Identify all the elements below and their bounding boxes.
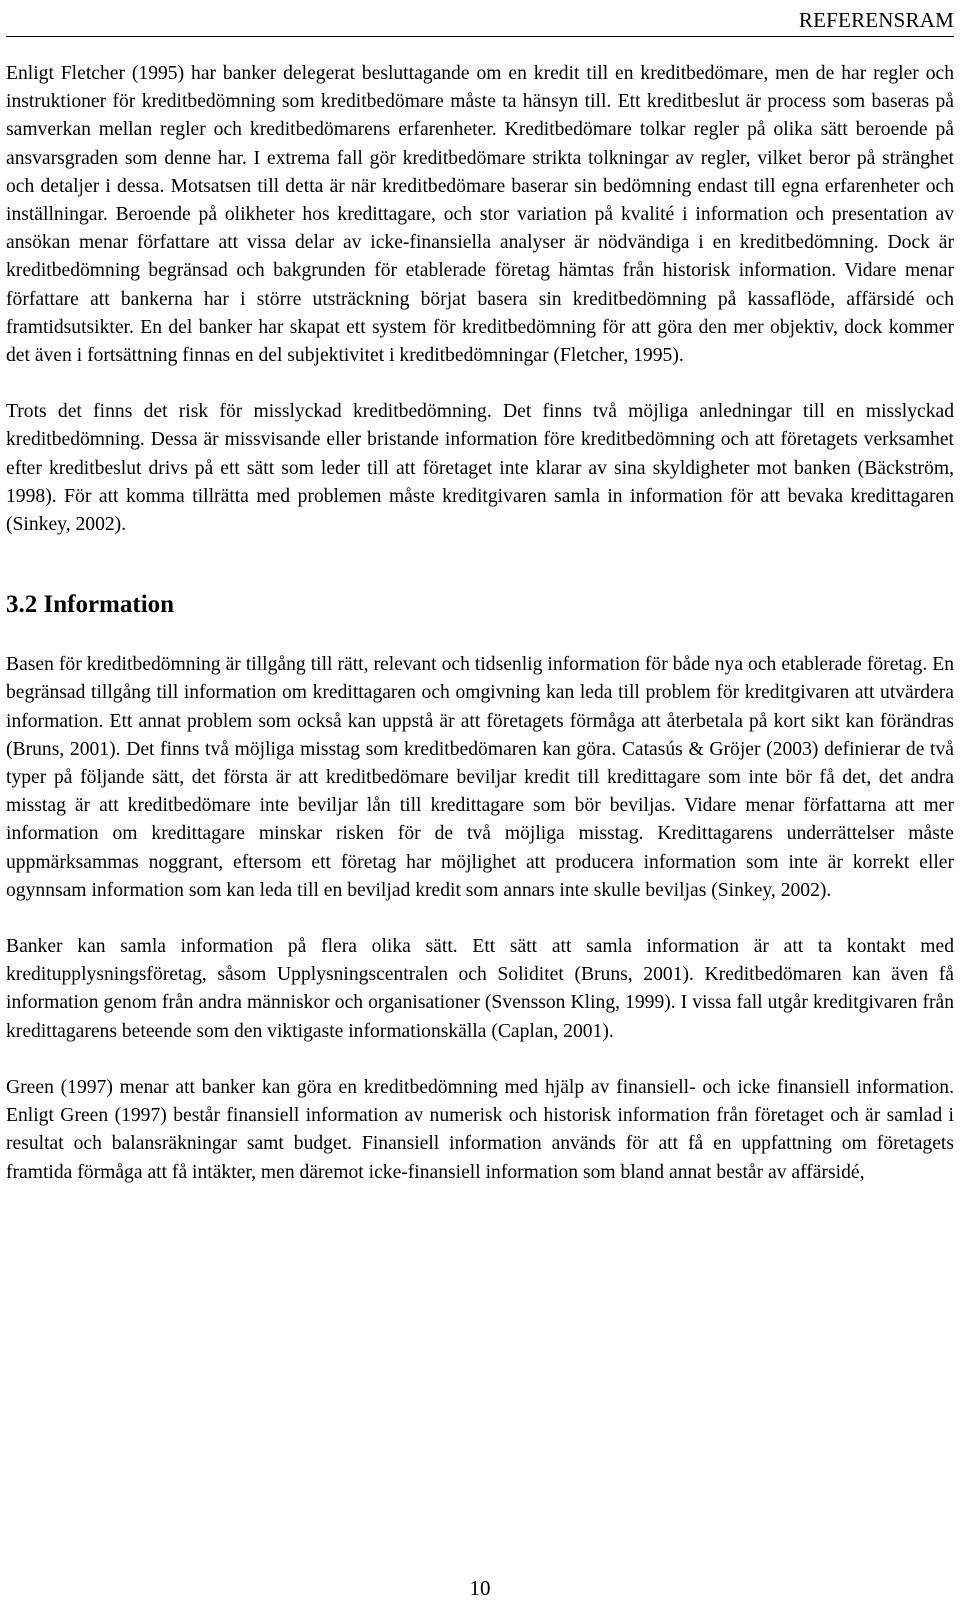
page-content — [6, 60, 954, 1187]
paragraph-information-basis: Basen för kreditbedömning är tillgång till rätt, relevant och tidsenlig information för både nya och etablerade företag. En begränsad tillgång till information om kredittagaren och omgivning kan leda till problem för kreditgivaren att utvärdera information. Ett annat problem som också kan uppstå är att företagets förmåga att återbetala på kort sikt kan förändras (Bruns, 2001). Det finns två möjliga misstag som kreditbedömaren kan göra. Catasús & Gröjer (2003) definierar de två typer på följande sätt, det första är att kreditbedömare beviljar kredit till kredittagare som inte bör få det, det andra misstag är att kreditbedömare inte beviljar lån till kredittagare som bör beviljas. Vidare menar författarna att mer information om kredittagare minskar risken för de två möjliga misstag. Kredittagarens underrättelser måste uppmärksammas noggrant, eftersom ett företag har möjlighet att producera information som inte är korrekt eller ogynnsam information som kan leda till en beviljad kredit som annars inte skulle beviljas (Sinkey, 2002). — [6, 654, 954, 901]
section-heading: 3.2 Information — [6, 591, 175, 619]
paragraph-fletcher: Enligt Fletcher (1995) har banker delegerat besluttagande om en kredit till en kreditbedömare, men de har regler och instruktioner för kreditbedömning som kreditbedömare måste ta hänsyn till. Ett kreditbeslut är process som baseras på samverkan mellan regler och kreditbedömarens erfarenheter. Kreditbedömare tolkar regler på olika sätt beroende på ansvarsgraden som denne har. I extrema fall gör kreditbedömare strikta tolkningar av regler, vilket beror på stränghet och detaljer i dessa. Motsatsen till detta är när kreditbedömare baserar sin bedömning endast till egna erfarenheter och inställningar. Beroende på olikheter hos kredittagare, och stor variation på kvalité i information och presentation av ansökan menar författare att vissa delar av icke-finansiella analyser är nödvändiga i en kreditbedömning. Dock är kreditbedömning begränsad och bakgrunden för etablerade företag hämtas från historisk information. Vidare menar författare att bankerna har i större utsträckning börjat basera sin kreditbedömning på kassaflöde, affärsidé och framtidsutsikter. En del banker har skapat ett system för kreditbedömning för att göra den mer objektiv, dock kommer det även i fortsättning finnas en del subjektivitet i kreditbedömningar (Fletcher, 1995). — [6, 63, 954, 367]
header-rule — [6, 36, 954, 37]
paragraph-samla-information: Banker kan samla information på flera olika sätt. Ett sätt att samla information är att ta kontakt med kreditupplysningsföretag, såsom Upplysningscentralen och Soliditet (Bruns, 2001). Kreditbedömaren kan även få information genom från andra människor och organisationer (Svensson Kling, 1999). I vissa fall utgår kreditgivaren från kredittagarens beteende som den viktigaste informationskälla (Caplan, 2001). — [6, 936, 954, 1042]
page-number: 10 — [469, 1576, 491, 1600]
paragraph-misslyckad-kreditbedomning: Trots det finns det risk för misslyckad kreditbedömning. Det finns två möjliga anledningar till en misslyckad kreditbedömning. Dessa är missvisande eller bristande information före kreditbedömning och att företagets verksamhet efter kreditbeslut drivs på ett sätt som leder till att företaget inte klarar av sina skyldigheter mot banken (Bäckström, 1998). För att komma tillrätta med problemen måste kreditgivaren samla in information för att bevaka kredittagaren (Sinkey, 2002). — [6, 401, 954, 536]
running-header: REFERENSRAM — [798, 8, 954, 32]
paragraph-green: Green (1997) menar att banker kan göra en kreditbedömning med hjälp av finansiell- och icke finansiell information. Enligt Green (1997) består finansiell information av numerisk och historisk information från företaget och är samlad i resultat och balansräkningar samt budget. Finansiell information används för att få en uppfattning om företagets framtida förmåga att få intäkter, men däremot icke-finansiell information som bland annat består av affärsidé, — [6, 1076, 954, 1183]
